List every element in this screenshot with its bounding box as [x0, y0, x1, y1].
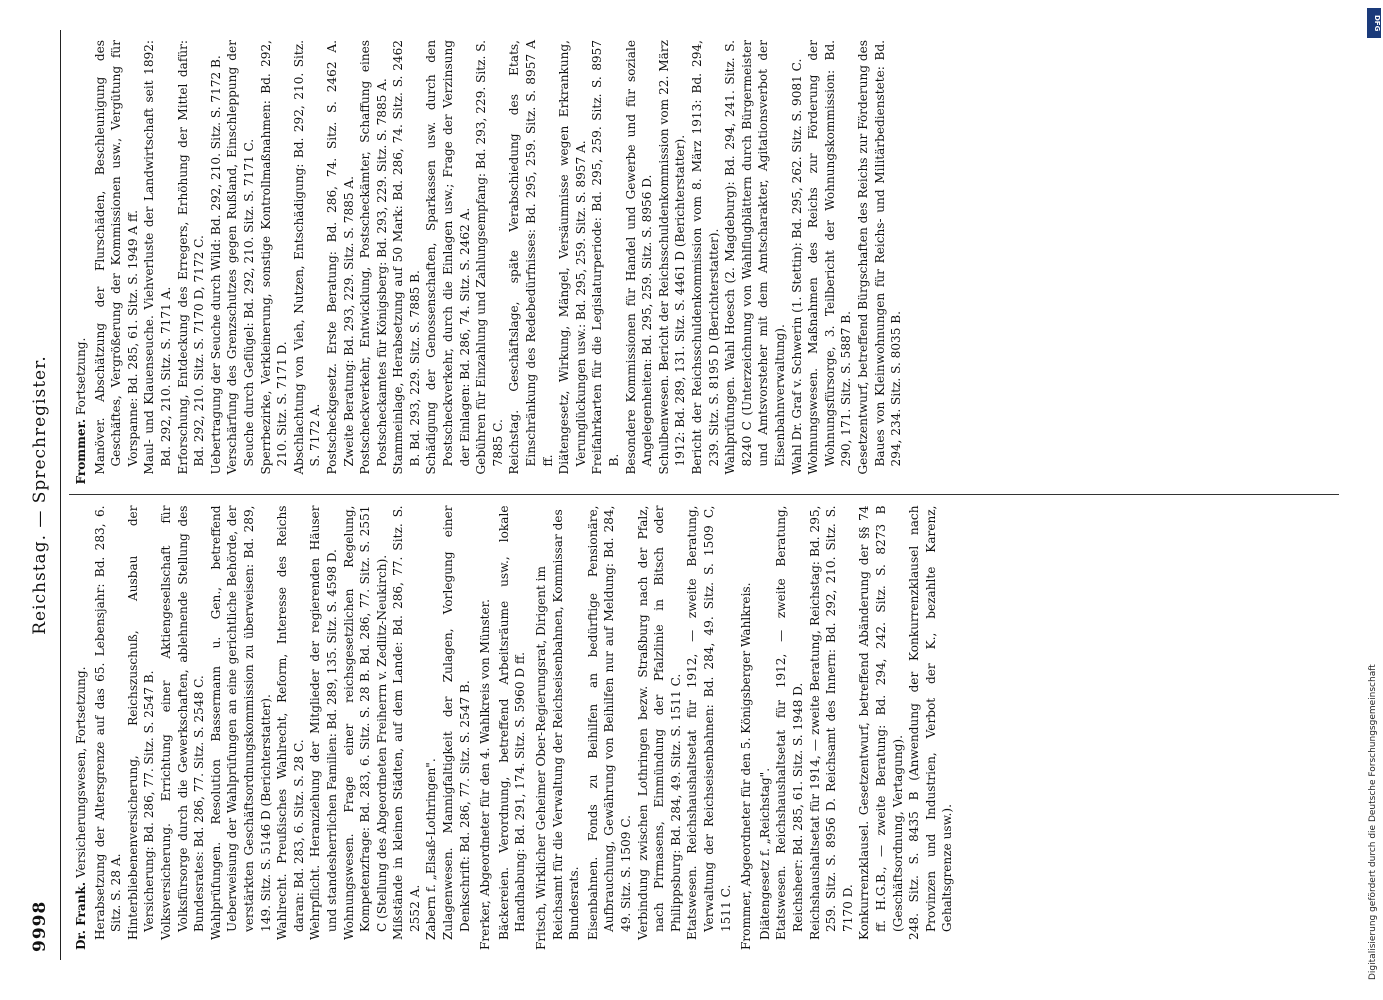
index-entry: Stammeinlage, Herabsetzung auf 50 Mark: Bd. 286, 74. Sitz. S. 2462 B. Bd. 293, 229. Sitz. S. 7885 B.	[391, 40, 422, 475]
index-entry: Bäckereien. Verordnung, betreffend Arbeitsräume usw., lokale Handhabung: Bd. 291, 174. Sitz. S. 5960 D ff.	[496, 505, 528, 940]
index-entry: Etatswesen. Reichshaushaltsetat für 1912, — zweite Beratung, Verwaltung der Reichseisenbahnen: Bd. 284, 49. Sitz. S. 1509 C, 1511 C.	[685, 505, 733, 940]
index-entry: Postscheckgesetz. Erste Beratung: Bd. 286, 74. Sitz. S. 2462 A. Zweite Beratung: Bd. 293, 229. Sitz. S. 7885 A.	[324, 40, 356, 475]
entry-list	[496, 506, 529, 951]
index-entry: Wohnungswesen. Frage einer reichsgesetzlichen Regelung, Kompetenzfrage: Bd. 283, 6. Sitz. S. 28 B. Bd. 286, 77. Sitz. S. 2551 C (Stellung des Abgeordneten Freiherrn v. Zedlitz-Neukirch).	[341, 505, 389, 940]
index-entry: Besondere Kommissionen für Handel und Gewerbe und für soziale Angelegenheiten: Bd. 295, 259. Sitz. S. 8956 D.	[623, 40, 655, 475]
index-entry: Maul- und Klauenseuche. Viehverluste der Landwirtschaft seit 1892: Bd. 292, 210. Sitz. S. 7171 A.	[142, 40, 173, 475]
index-entry: Gesetzentwurf, betreffend Bürgschaften des Reichs zur Förderung des Baues von Kleinwohnungen für Reichs- und Militärbedienstete: Bd. 294, 234. Sitz. S. 8035 B.	[855, 40, 904, 475]
index-entry: Schulbenwesen. Bericht der Reichsschuldenkommission vom 22. März 1912: Bd. 289, 131. Sitz. S. 4461 D (Berichterstatter).	[656, 40, 688, 475]
entry-list	[757, 506, 956, 951]
index-entry: Wahlrecht. Preußisches Wahlrecht, Reform, Interesse des Reichs daran: Bd. 283, 6. Sitz. S. 28 C.	[275, 505, 306, 940]
index-entry: Eisenbahnen. Fonds zu Beihilfen an bedürftige Pensionäre, Aufbrauchung, Gewährung von Beihilfen nur auf Meldung: Bd. 284, 49. Sitz. S. 1509 C.	[585, 505, 633, 940]
entry-list	[585, 506, 734, 951]
index-entry: Etatswesen. Reichshaushaltsetat für 1912, — zweite Beratung, Reichsheer: Bd. 285, 61. Sitz. S. 1948 D.	[774, 505, 805, 940]
running-head	[26, 30, 56, 960]
index-entry: Erforschung, Entdeckung des Erregers, Erhöhung der Mittel dafür: Bd. 292, 210. Sitz. S. 7170 D, 7172 C.	[175, 40, 207, 475]
index-entry: Postscheckverkehr, Entwicklung, Postscheckämter, Schaffung eines Postscheckamtes für Königsberg: Bd. 293, 229. Sitz. S. 7885 A.	[358, 40, 389, 475]
speaker-heading	[738, 506, 755, 951]
entry-list	[92, 40, 905, 485]
index-entry: Wahl Dr. Graf v. Schwerin (1. Stettin): Bd. 295, 262. Sitz. S. 9081 C.	[789, 58, 804, 475]
index-entry: Diätengesetz, Wirkung, Mängel, Versäumnisse wegen Erkrankung, Verunglückungen usw.: Bd. 295, 259. Sitz. S. 8957 A.	[557, 40, 588, 475]
speaker-name: Frommer, Abgeordneter für den 5. Königsberger Wahlkreis.	[739, 582, 754, 950]
index-entry: Diätengesetz f. „Reichstag".	[757, 767, 772, 940]
index-entry: 248. Sitz. S. 8435 B (Anwendung der Konkurrenzklausel nach Provinzen und Industrien, Verbot der K., bezahlte Karenz, Gehaltsgrenze usw.).	[907, 505, 955, 940]
index-entry: Hinterbliebenenversicherung, Reichszuschuß, Ausbau der Versicherung: Bd. 286, 77. Sitz. S. 2547 B.	[125, 505, 157, 940]
index-entry: Reichstag. Geschäftslage, späte Verabschiedung des Etats, Einschränkung des Redebedürfnisses: Bd. 295, 259. Sitz. S. 8957 A ff.	[507, 40, 555, 475]
dfg-logo: DFG	[1367, 8, 1381, 38]
header-rule	[60, 30, 61, 960]
speaker-heading	[73, 40, 90, 485]
speaker-lead: Fortsetzung.	[74, 337, 88, 416]
index-entry: Sperrbezirke, Verkleinerung, sonstige Kontrollmaßnahmen: Bd. 292, 210. Sitz. S. 7171 D.	[258, 40, 290, 475]
index-entry: Zulagenwesen. Mannigfaltigkeit der Zulagen, Vorlegung einer Denkschrift: Bd. 286, 77. Sitz. S. 2547 B.	[441, 505, 472, 940]
index-entry: Wahlprüfungen. Resolution Bassermann u. Gen., betreffend Ueberweisung der Wahlprüfungen an eine gerichtliche Behörde, der verstärkten Geschäftsordnungskommission zu überweisen: Bd. 289, 149. Sitz. S. 5146 D (Berichterstatter).	[208, 505, 273, 940]
speaker-lead: Versicherungswesen, Fortsetzung.	[74, 666, 88, 878]
speaker-heading	[73, 506, 90, 951]
index-entry: Wahlprüfungen. Wahl Hoesch (2. Magdeburg): Bd. 294, 241. Sitz. S. 8240 C (Unterzeichnung von Wahlflugblättern durch Bürgermeister und Amtsvorsteher mit dem Amtscharakter, Agitationsverbot der Eisenbahnverwaltung).	[723, 40, 787, 475]
index-entry: Zabern f. „Elsaß-Lothringen".	[424, 758, 439, 940]
columns	[69, 30, 1339, 960]
index-entry: Manöver. Abschätzung der Flurschäden, Beschleunigung des Geschäftes, Vergrößerung der Kommissionen usw., Vergütung für Vorspanne: Bd. 285, 61. Sitz. S. 1949 A ff.	[92, 40, 140, 475]
index-entry: Konkurrenzklausel. Gesetzentwurf, betreffend Abänderung der §§ 74 ff. H.G.B., — zweite Beratung: Bd. 294, 242. Sitz. S. 8273 B (Geschäftsordnung, Vertagung).	[857, 505, 905, 940]
speaker-name: Frerker, Abgeordneter für den 4. Wahlkreis von Münster.	[478, 599, 493, 950]
page-number: 9998	[30, 900, 50, 952]
digitization-stamp	[1365, 0, 1381, 1000]
index-entry: Volksversicherung. Errichtung einer Aktiengesellschaft für Volksfürsorge durch die Gewerkschaften, ablehnende Stellung des Bundesrates: Bd. 286, 77. Sitz. S. 2548 C.	[158, 505, 207, 940]
speaker-name: Fritsch, Wirklicher Geheimer Ober-Regierungsrat, Dirigent im Reichsamt für die Verwaltung der Reichseisenbahnen, Kommissar des Bundesrats.	[534, 509, 582, 950]
index-entry: Gebühren für Einzahlung und Zahlungsempfang: Bd. 293, 229. Sitz. S. 7885 C.	[474, 40, 505, 475]
speaker-heading	[533, 506, 583, 951]
index-entry: Verbindung zwischen Lothringen bezw. Straßburg nach der Pfalz, nach Pirmasens, Einmündung der Pfalzlinie in Bitsch oder Philippsburg: Bd. 284, 49. Sitz. S. 1511 C.	[635, 505, 683, 940]
speaker-name: Dr. Frank.	[74, 881, 88, 950]
speaker-heading	[477, 506, 494, 951]
index-entry: Uebertragung der Seuche durch Wild: Bd. 292, 210. Sitz. S. 7172 B.	[208, 55, 223, 475]
index-entry: Freifahrkarten für die Legislaturperiode: Bd. 295, 259. Sitz. S. 8957 B.	[590, 40, 621, 475]
left-column	[69, 496, 1339, 961]
index-entry: Reichshaushaltsetat für 1914, — zweite Beratung, Reichstag: Bd. 295, 259. Sitz. S. 8956 D. Reichsamt des Innern: Bd. 292, 210. Sitz. S. 7170 D.	[807, 505, 855, 940]
index-entry: Verschärfung des Grenzschutzes gegen Rußland, Einschleppung der Seuche durch Geflügel: Bd. 292, 210. Sitz. S. 7171 C.	[225, 40, 256, 475]
index-entry: Bericht der Reichsschuldenkommission vom 8. März 1913: Bd. 294, 239. Sitz. S. 8195 D (Berichterstatter).	[689, 40, 721, 475]
index-entry: Wehrpflicht. Heranziehung der Mitglieder der regierenden Häuser und standesherrlichen Familien: Bd. 289, 135. Sitz. S. 4598 D.	[308, 505, 339, 940]
stamp-text: Digitalisierung gefördert durch die Deutsche Forschungsgemeinschaft	[1368, 664, 1378, 980]
index-entry: Herabsetzung der Altersgrenze auf das 65. Lebensjahr: Bd. 283, 6. Sitz. S. 28 A.	[92, 505, 124, 940]
index-entry: Schädigung der Genossenschaften, Sparkassen usw. durch den Postscheckverkehr, durch die Einlagen usw.; Frage der Verzinsung der Einlagen: Bd. 286, 74. Sitz. S. 2462 A.	[424, 40, 472, 475]
index-entry: Mißstände in kleinen Städten, auf dem Lande: Bd. 286, 77. Sitz. S. 2552 A.	[391, 505, 422, 940]
running-title: Reichstag. — Sprechregister.	[30, 355, 50, 635]
right-column	[69, 30, 1339, 496]
index-entry: Wohnungswesen. Maßnahmen des Reichs zur Förderung der Wohnungsfürsorge, 3. Teilbericht der Wohnungskommission: Bd. 290, 171. Sitz. S. 5887 B.	[806, 40, 854, 475]
index-entry: Abschlachtung von Vieh, Nutzen, Entschädigung: Bd. 292, 210. Sitz. S. 7172 A.	[291, 40, 323, 475]
speaker-name: Frommer.	[74, 418, 88, 485]
entry-list	[92, 506, 474, 951]
